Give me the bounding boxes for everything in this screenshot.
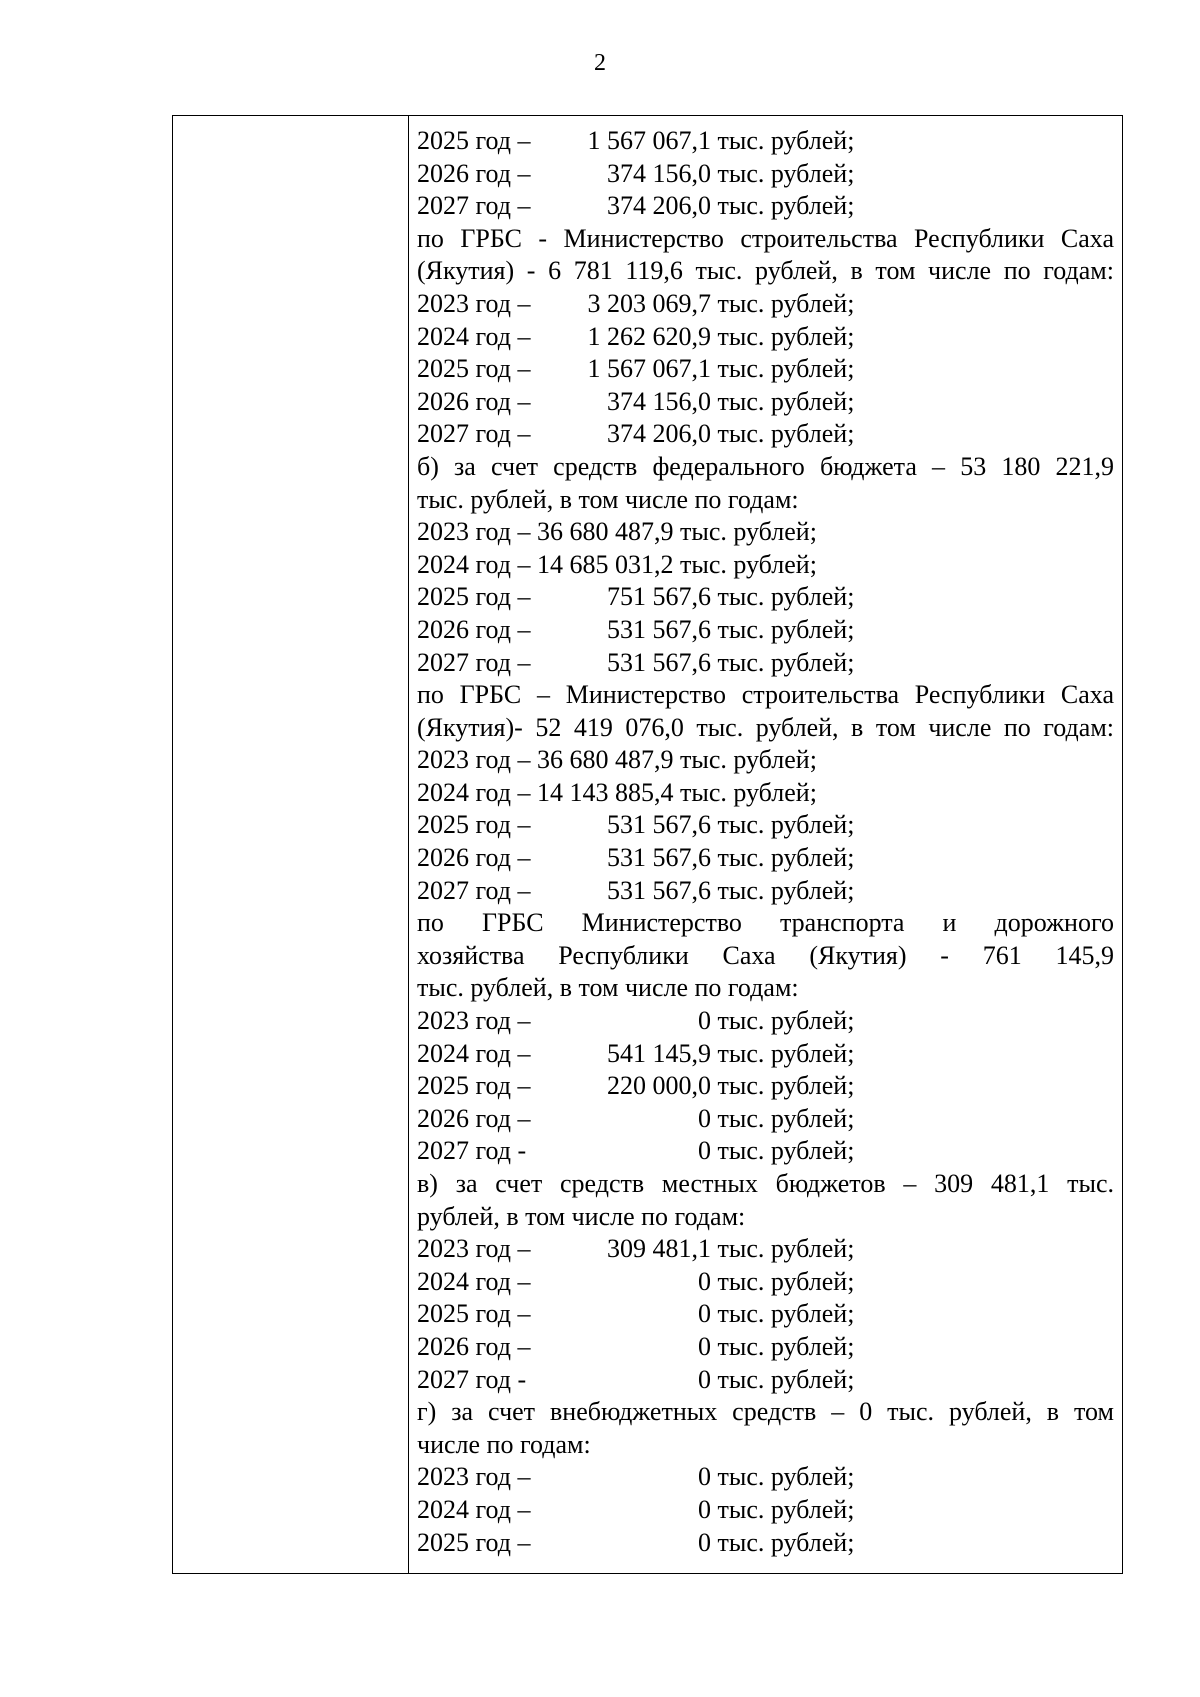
- text-line: (Якутия) - 6 781 119,6 тыс. рублей, в том числе по годам:: [417, 256, 1114, 286]
- amount-value: 3 203 069,7: [587, 288, 711, 318]
- year-label: 2025 год –: [417, 126, 531, 155]
- amount-value: 531 567,6: [607, 843, 711, 873]
- text-line: тыс. рублей, в том числе по годам:: [417, 973, 799, 1003]
- year-amount-line: [417, 158, 1114, 191]
- year-amount-line: [417, 1494, 1114, 1527]
- year-label: 2025 год –: [417, 1071, 531, 1101]
- year-amount-line: [417, 647, 1114, 680]
- amount-unit: тыс. рублей;: [711, 191, 855, 221]
- amount-value: 531 567,6: [607, 875, 711, 905]
- text-line: по ГРБС – Министерство строительства Республики Саха: [417, 680, 1114, 710]
- year-label: 2026 год –: [417, 158, 531, 188]
- year-label: 2027 год -: [417, 1364, 527, 1394]
- amount-unit: тыс. рублей;: [711, 1136, 855, 1166]
- text-line: 2023 год – 36 680 487,9 тыс. рублей;: [417, 745, 817, 775]
- year-label: 2025 год –: [417, 1527, 531, 1557]
- amount-value: 374 156,0: [607, 158, 711, 188]
- year-amount-line: [417, 418, 1114, 451]
- year-label: 2027 год –: [417, 875, 531, 905]
- amount-value: 0: [698, 1266, 711, 1296]
- year-label: 2024 год –: [417, 1266, 531, 1296]
- year-amount-line: [417, 809, 1114, 842]
- amount-unit: тыс. рублей;: [711, 1006, 855, 1036]
- text-line: в) за счет средств местных бюджетов – 309 481,1 тыс.: [417, 1169, 1114, 1198]
- amount-value: 0: [698, 1331, 711, 1361]
- text-line: 2024 год – 14 685 031,2 тыс. рублей;: [417, 549, 817, 579]
- amount-unit: тыс. рублей;: [711, 1331, 855, 1361]
- year-amount-line: [417, 1103, 1114, 1136]
- text-line: тыс. рублей, в том числе по годам:: [417, 484, 799, 514]
- text-line: по ГРБС Министерство транспорта и дорожного: [417, 908, 1114, 938]
- year-amount-line: [417, 1070, 1114, 1103]
- amount-value: 0: [698, 1006, 711, 1036]
- amount-value: 531 567,6: [607, 647, 711, 677]
- year-label: 2027 год –: [417, 191, 531, 221]
- amount-value: 0: [698, 1136, 711, 1166]
- year-label: 2024 год –: [417, 321, 531, 351]
- year-label: 2027 год –: [417, 647, 531, 677]
- amount-unit: тыс. рублей;: [711, 1299, 855, 1329]
- year-label: 2026 год –: [417, 1331, 531, 1361]
- text-line: г) за счет внебюджетных средств – 0 тыс. рублей, в том: [417, 1397, 1114, 1427]
- year-amount-line: [417, 125, 1114, 158]
- year-amount-line: [417, 875, 1114, 908]
- amount-unit: тыс. рублей;: [711, 614, 855, 644]
- amount-value: 531 567,6: [607, 810, 711, 840]
- year-amount-line: [417, 842, 1114, 875]
- amount-value: 374 206,0: [607, 191, 711, 221]
- text-line: числе по годам:: [417, 1429, 591, 1459]
- year-label: 2026 год –: [417, 843, 531, 873]
- year-label: 2024 год –: [417, 1038, 531, 1068]
- amount-value: 0: [698, 1299, 711, 1329]
- amount-value: 0: [698, 1494, 711, 1524]
- text-line: по ГРБС - Министерство строительства Республики Саха: [417, 223, 1114, 253]
- year-amount-line: [417, 288, 1114, 321]
- year-amount-line: [417, 386, 1114, 419]
- text-line: хозяйства Республики Саха (Якутия) - 761 145,9: [417, 940, 1114, 970]
- funding-table: [172, 115, 1123, 1574]
- year-label: 2026 год –: [417, 614, 531, 644]
- amount-unit: тыс. рублей;: [711, 321, 855, 351]
- amount-unit: тыс. рублей;: [711, 386, 855, 416]
- year-amount-line: [417, 321, 1114, 354]
- amount-unit: тыс. рублей;: [711, 810, 855, 840]
- year-amount-line: [417, 581, 1114, 614]
- year-amount-line: [417, 353, 1114, 386]
- table-right-cell: [409, 116, 1122, 1573]
- year-label: 2025 год –: [417, 582, 531, 612]
- year-label: 2027 год -: [417, 1136, 527, 1166]
- year-label: 2025 год –: [417, 354, 531, 384]
- year-amount-line: [417, 1135, 1114, 1168]
- year-label: 2026 год –: [417, 1103, 531, 1133]
- year-label: 2025 год –: [417, 810, 531, 840]
- amount-unit: тыс. рублей;: [711, 1494, 855, 1524]
- amount-unit: тыс. рублей;: [711, 647, 855, 677]
- amount-value: 1 262 620,9: [587, 321, 711, 351]
- amount-unit: тыс. рублей;: [711, 419, 855, 449]
- year-amount-line: [417, 190, 1114, 223]
- year-label: 2023 год –: [417, 1234, 531, 1264]
- amount-unit: тыс. рублей;: [711, 1071, 855, 1101]
- year-label: 2027 год –: [417, 419, 531, 449]
- amount-unit: тыс. рублей;: [711, 288, 855, 318]
- amount-value: 0: [698, 1364, 711, 1394]
- year-label: 2024 год –: [417, 1494, 531, 1524]
- year-amount-line: [417, 1005, 1114, 1038]
- year-label: 2023 год –: [417, 1006, 531, 1036]
- amount-value: 531 567,6: [607, 614, 711, 644]
- amount-value: 374 156,0: [607, 386, 711, 416]
- amount-value: 751 567,6: [607, 582, 711, 612]
- year-amount-line: [417, 1331, 1114, 1364]
- page-number: 2: [594, 50, 606, 76]
- amount-unit: тыс. рублей;: [711, 582, 855, 612]
- year-label: 2025 год –: [417, 1299, 531, 1329]
- amount-unit: тыс. рублей;: [711, 354, 855, 384]
- year-amount-line: [417, 1461, 1114, 1494]
- amount-value: 541 145,9: [607, 1038, 711, 1068]
- year-amount-line: [417, 1298, 1114, 1331]
- year-label: 2023 год –: [417, 1462, 531, 1492]
- amount-value: 309 481,1: [607, 1234, 711, 1264]
- year-label: 2026 год –: [417, 386, 531, 416]
- text-line: 2023 год – 36 680 487,9 тыс. рублей;: [417, 517, 817, 547]
- amount-unit: тыс. рублей;: [711, 875, 855, 905]
- amount-unit: тыс. рублей;: [711, 1527, 855, 1557]
- year-label: 2023 год –: [417, 288, 531, 318]
- amount-unit: тыс. рублей;: [711, 1266, 855, 1296]
- amount-unit: тыс. рублей;: [711, 126, 855, 155]
- year-amount-line: [417, 1038, 1114, 1071]
- amount-unit: тыс. рублей;: [711, 1234, 855, 1264]
- amount-value: 1 567 067,1: [587, 354, 711, 384]
- amount-value: 220 000,0: [607, 1071, 711, 1101]
- amount-value: 0: [698, 1103, 711, 1133]
- amount-unit: тыс. рублей;: [711, 158, 855, 188]
- amount-unit: тыс. рублей;: [711, 1462, 855, 1492]
- year-amount-line: [417, 1266, 1114, 1299]
- year-amount-line: [417, 1233, 1114, 1266]
- year-amount-line: [417, 614, 1114, 647]
- text-line: рублей, в том числе по годам:: [417, 1201, 746, 1231]
- amount-unit: тыс. рублей;: [711, 1364, 855, 1394]
- amount-value: 0: [698, 1462, 711, 1492]
- amount-unit: тыс. рублей;: [711, 843, 855, 873]
- year-amount-line: [417, 1527, 1114, 1560]
- amount-unit: тыс. рублей;: [711, 1038, 855, 1068]
- text-line: 2024 год – 14 143 885,4 тыс. рублей;: [417, 777, 817, 807]
- amount-unit: тыс. рублей;: [711, 1103, 855, 1133]
- amount-value: 0: [698, 1527, 711, 1557]
- text-line: (Якутия)- 52 419 076,0 тыс. рублей, в том числе по годам:: [417, 712, 1114, 742]
- amount-value: 374 206,0: [607, 419, 711, 449]
- table-left-cell: [173, 116, 409, 1573]
- amount-value: 1 567 067,1: [587, 126, 711, 155]
- text-line: б) за счет средств федерального бюджета – 53 180 221,9: [417, 451, 1114, 481]
- year-amount-line: [417, 1364, 1114, 1397]
